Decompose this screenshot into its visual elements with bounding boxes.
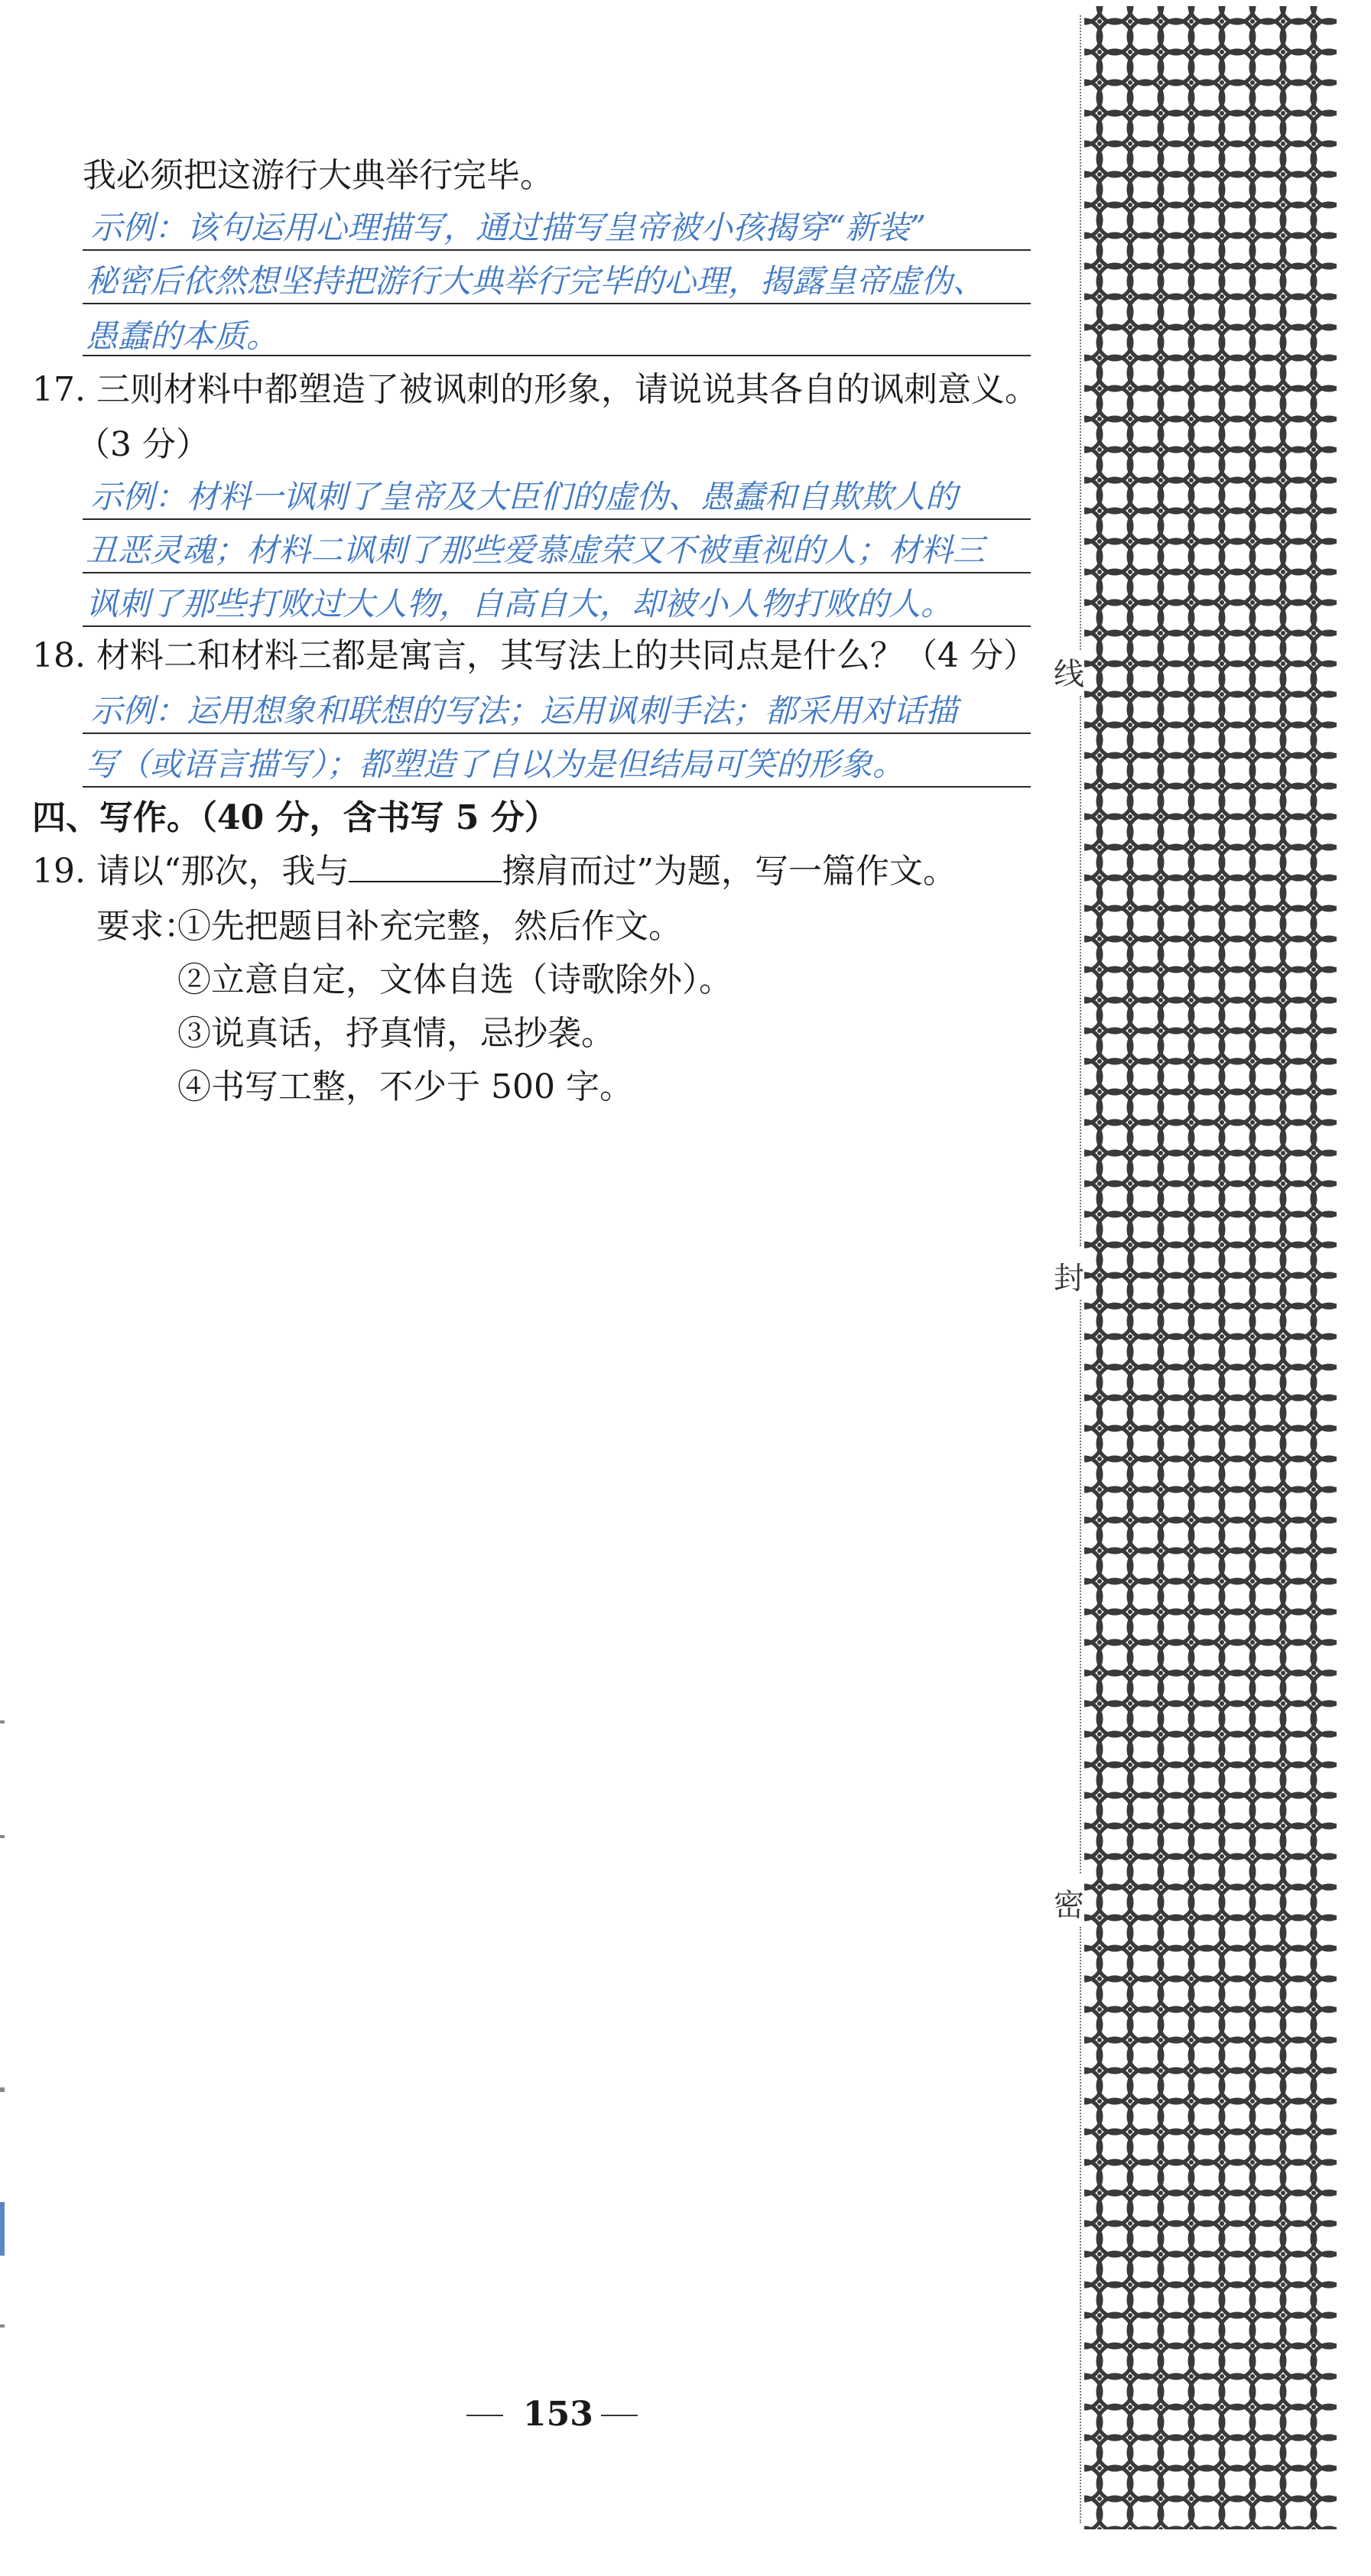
page-number-dash-right: [601, 2415, 638, 2416]
answer-17-line-3: 讽刺了那些打败过大人物，自高自大，却被小人物打败的人。: [86, 585, 954, 622]
requirement-label: 要求：: [96, 907, 197, 946]
left-edge-mark: [0, 2324, 5, 2327]
requirement-2: ②立意自定，文体自选（诗歌除外）。: [177, 960, 733, 999]
requirement-1: ①先把题目补充完整，然后作文。: [177, 907, 682, 946]
answer-rule: [83, 786, 1031, 788]
requirement-3: ③说真话，抒真情，忌抄袭。: [177, 1014, 615, 1053]
answer-rule: [83, 625, 1031, 627]
answer-16-line-2: 秘密后依然想坚持把游行大典举行完毕的心理，揭露皇帝虚伪、: [86, 262, 986, 300]
title-blank: [349, 850, 502, 882]
seal-dotted-line: [1080, 1927, 1081, 2523]
intro-line: 我必须把这游行大典举行完毕。: [83, 156, 554, 195]
question-17-score: （3 分）: [76, 425, 210, 464]
question-19-text: [32, 849, 957, 895]
seal-dotted-line: [1080, 15, 1081, 650]
seal-dotted-line: [1080, 696, 1081, 1246]
section-4-title: 四、写作。（40 分，含书写 5 分）: [32, 798, 558, 837]
answer-rule: [83, 249, 1031, 251]
question-18-text: 18. 材料二和材料三都是寓言，其写法上的共同点是什么？（4 分）: [32, 636, 1037, 675]
answer-rule: [83, 303, 1031, 304]
left-edge-mark: [0, 2202, 5, 2256]
seal-char-feng: 封: [1054, 1261, 1084, 1296]
left-edge-mark: [0, 1835, 5, 1838]
left-edge-mark: [0, 2087, 5, 2092]
answer-18-line-1: 示例：运用想象和联想的写法；运用讽刺手法；都采用对话描: [90, 692, 958, 729]
seal-dotted-line: [1080, 1300, 1081, 1873]
answer-16-line-3: 愚蠢的本质。: [86, 317, 279, 355]
answer-rule: [83, 518, 1031, 520]
page-number-dash-left: [466, 2415, 503, 2416]
answer-17-line-2: 丑恶灵魂；材料二讽刺了那些爱慕虚荣又不被重视的人；材料三: [86, 531, 986, 569]
answer-rule: [83, 733, 1031, 734]
question-19-suffix: 擦肩而过”为题，写一篇作文。: [502, 852, 957, 891]
answer-16-line-1: 示例：该句运用心理描写，通过描写皇帝被小孩揭穿“新装”: [90, 209, 926, 246]
question-19-prefix: 19. 请以“那次，我与: [32, 852, 349, 891]
answer-18-line-2: 写（或语言描写）；都塑造了自以为是但结局可笑的形象。: [86, 746, 905, 783]
answer-rule: [83, 572, 1031, 573]
left-edge-mark: [0, 1720, 5, 1723]
question-17-text: 17. 三则材料中都塑造了被讽刺的形象，请说说其各自的讽刺意义。: [32, 370, 1038, 409]
seal-char-xian: 线: [1054, 657, 1084, 692]
answer-rule: [83, 355, 1031, 356]
requirement-4: ④书写工整，不少于 500 字。: [177, 1067, 633, 1106]
decorative-pattern-strip: [1084, 6, 1337, 2529]
page-number: 153: [523, 2395, 593, 2434]
seal-char-mi: 密: [1054, 1888, 1084, 1923]
answer-17-line-1: 示例：材料一讽刺了皇帝及大臣们的虚伪、愚蠢和自欺欺人的: [90, 478, 958, 515]
